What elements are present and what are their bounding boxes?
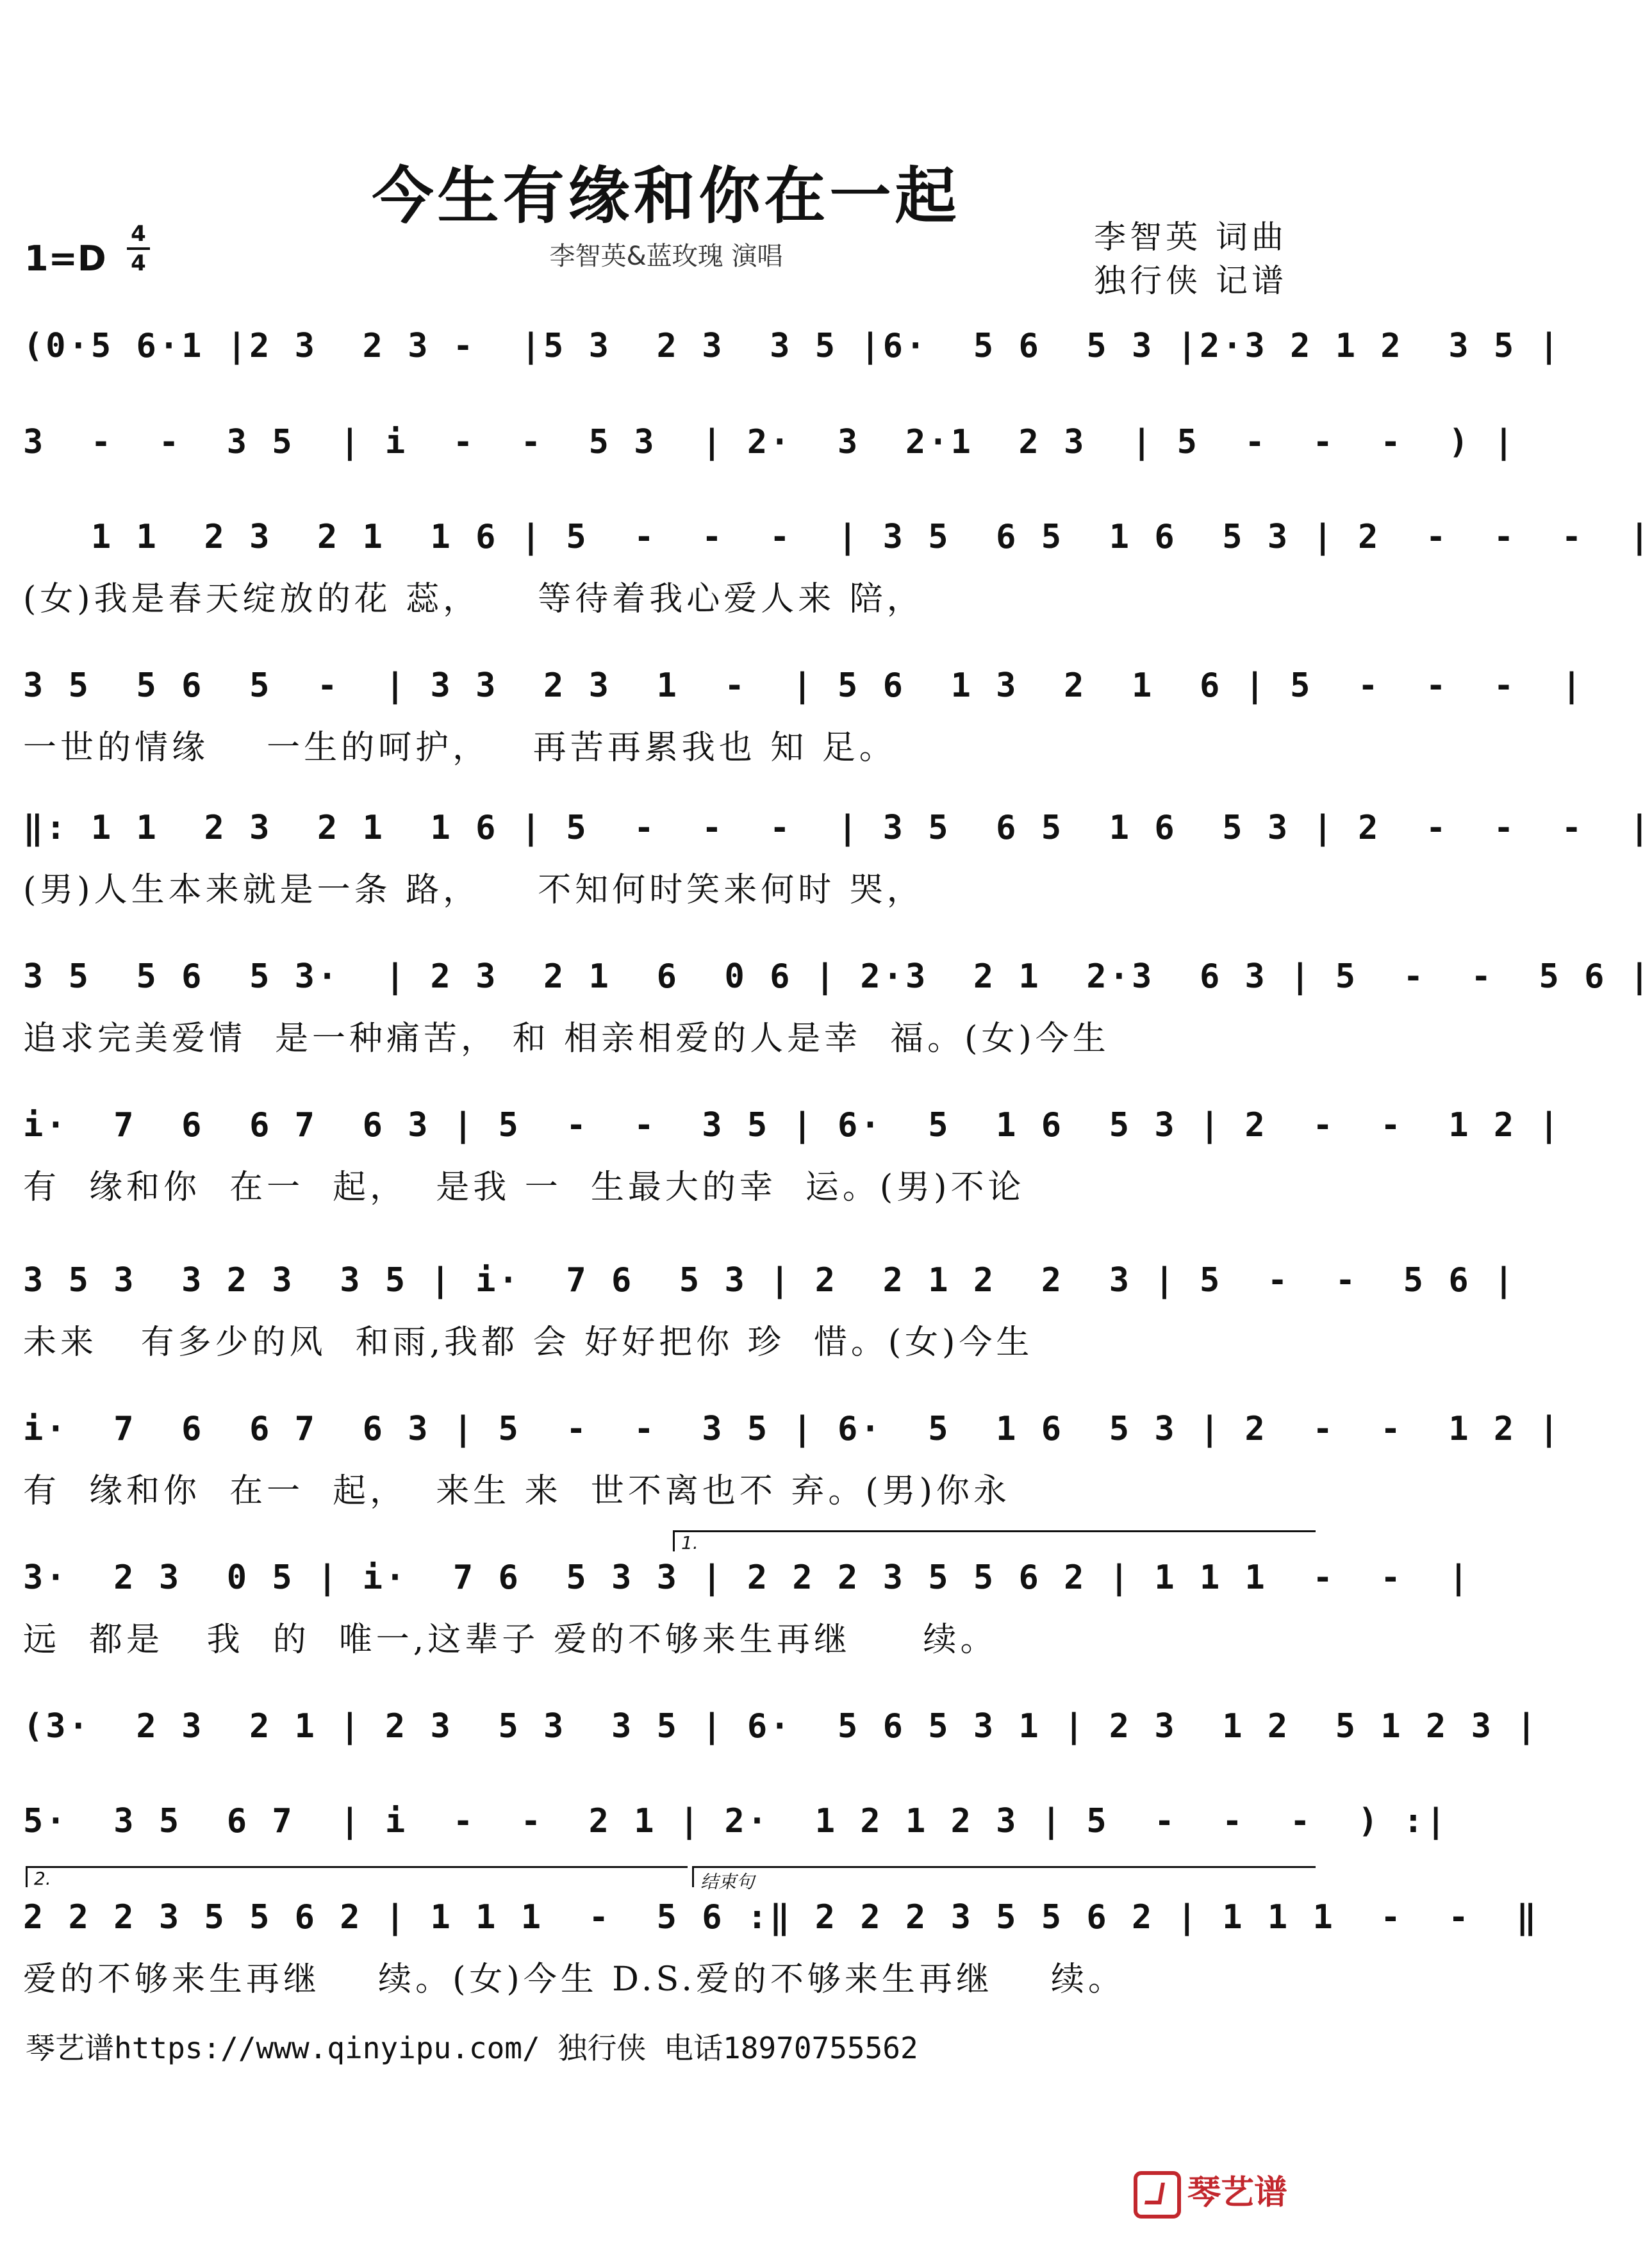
- system-7-lyrics: 有 缘和你 在一 起， 是我 一 生最大的幸 运。(男)不论: [23, 1168, 1025, 1207]
- system-8-lyrics: 未来 有多少的风 和雨,我都 会 好好把你 珍 惜。(女)今生: [23, 1323, 1034, 1362]
- key-signature: 1=D: [24, 238, 106, 279]
- lyricist-composer-credit: 李智英 词曲: [1094, 219, 1287, 256]
- time-signature-top: 4: [131, 221, 146, 247]
- system-6-notes: 3 5 5 6 5 3· | 2 3 2 1 6 0 6 | 2·3 2 1 2·3 6 3 | 5 - - 5 6 |: [23, 957, 1652, 996]
- system-2-notes: 3 - - 3 5 | i - - 5 3 | 2· 3 2·1 2 3 | 5 - - - ) |: [23, 423, 1517, 461]
- system-4-lyrics: 一世的情缘 一生的呵护， 再苦再累我也 知 足。: [23, 729, 896, 767]
- second-ending-bracket: 2.: [26, 1866, 688, 1887]
- system-8-notes: 3 5 3 3 2 3 3 5 | i· 7 6 5 3 | 2 2 1 2 2 3 | 5 - - 5 6 |: [23, 1261, 1517, 1300]
- singer-credit: 李智英&蓝玫瑰 演唱: [549, 242, 783, 271]
- first-ending-bracket: 1.: [673, 1530, 1316, 1551]
- coda-bracket: 结束句: [692, 1866, 1316, 1887]
- system-10-notes: 3· 2 3 0 5 | i· 7 6 5 3 3 | 2 2 2 3 5 5 6 2 | 1 1 1 - - |: [23, 1558, 1471, 1597]
- system-3-lyrics: (女)我是春天绽放的花 蕊， 等待着我心爱人来 陪，: [23, 580, 924, 618]
- system-7-notes: i· 7 6 6 7 6 3 | 5 - - 3 5 | 6· 5 1 6 5 3 | 2 - - 1 2 |: [23, 1106, 1562, 1145]
- time-signature: [127, 222, 150, 276]
- system-13-notes: 2 2 2 3 5 5 6 2 | 1 1 1 - 5 6 :‖ 2 2 2 3 5 5 6 2 | 1 1 1 - - ‖: [23, 1898, 1539, 1937]
- system-13-lyrics: 爱的不够来生再继 续。(女)今生 D.S.爱的不够来生再继 续。: [23, 1960, 1126, 1999]
- site-logo: [1134, 2165, 1287, 2219]
- system-3-notes: 1 1 2 3 2 1 1 6 | 5 - - - | 3 5 6 5 1 6 5 3 | 2 - - - |: [23, 518, 1652, 556]
- transcriber-credit: 独行侠 记谱: [1094, 262, 1287, 299]
- time-signature-divider: [127, 247, 150, 250]
- system-4-notes: 3 5 5 6 5 - | 3 3 2 3 1 - | 5 6 1 3 2 1 6 | 5 - - - |: [23, 666, 1585, 705]
- system-9-lyrics: 有 缘和你 在一 起， 来生 来 世不离也不 弃。(男)你永: [23, 1472, 1011, 1510]
- page-title: 今生有缘和你在一起: [372, 160, 961, 232]
- footer-source: 琴艺谱https://www.qinyipu.com/ 独行侠 电话18970755562: [26, 2031, 918, 2065]
- system-10-lyrics: 远 都是 我 的 唯一,这辈子 爱的不够来生再继 续。: [23, 1621, 998, 1659]
- system-11-notes: (3· 2 3 2 1 | 2 3 5 3 3 5 | 6· 5 6 5 3 1 | 2 3 1 2 5 1 2 3 |: [23, 1707, 1539, 1746]
- logo-icon: [1134, 2171, 1181, 2219]
- logo-text: 琴艺谱: [1187, 2174, 1287, 2212]
- system-12-notes: 5· 3 5 6 7 | i - - 2 1 | 2· 1 2 1 2 3 | 5 - - - ) :|: [23, 1802, 1449, 1840]
- system-9-notes: i· 7 6 6 7 6 3 | 5 - - 3 5 | 6· 5 1 6 5 3 | 2 - - 1 2 |: [23, 1410, 1562, 1448]
- system-5-lyrics: (男)人生本来就是一条 路， 不知何时笑来何时 哭，: [23, 871, 924, 909]
- system-6-lyrics: 追求完美爱情 是一种痛苦， 和 相亲相爱的人是幸 福。(女)今生: [23, 1020, 1110, 1058]
- system-1-notes: (0·5 6·1 |2 3 2 3 - |5 3 2 3 3 5 |6· 5 6 5 3 |2·3 2 1 2 3 5 |: [23, 327, 1562, 365]
- system-5-notes: ‖: 1 1 2 3 2 1 1 6 | 5 - - - | 3 5 6 5 1 6 5 3 | 2 - - - |: [23, 809, 1652, 847]
- time-signature-bottom: 4: [131, 251, 146, 276]
